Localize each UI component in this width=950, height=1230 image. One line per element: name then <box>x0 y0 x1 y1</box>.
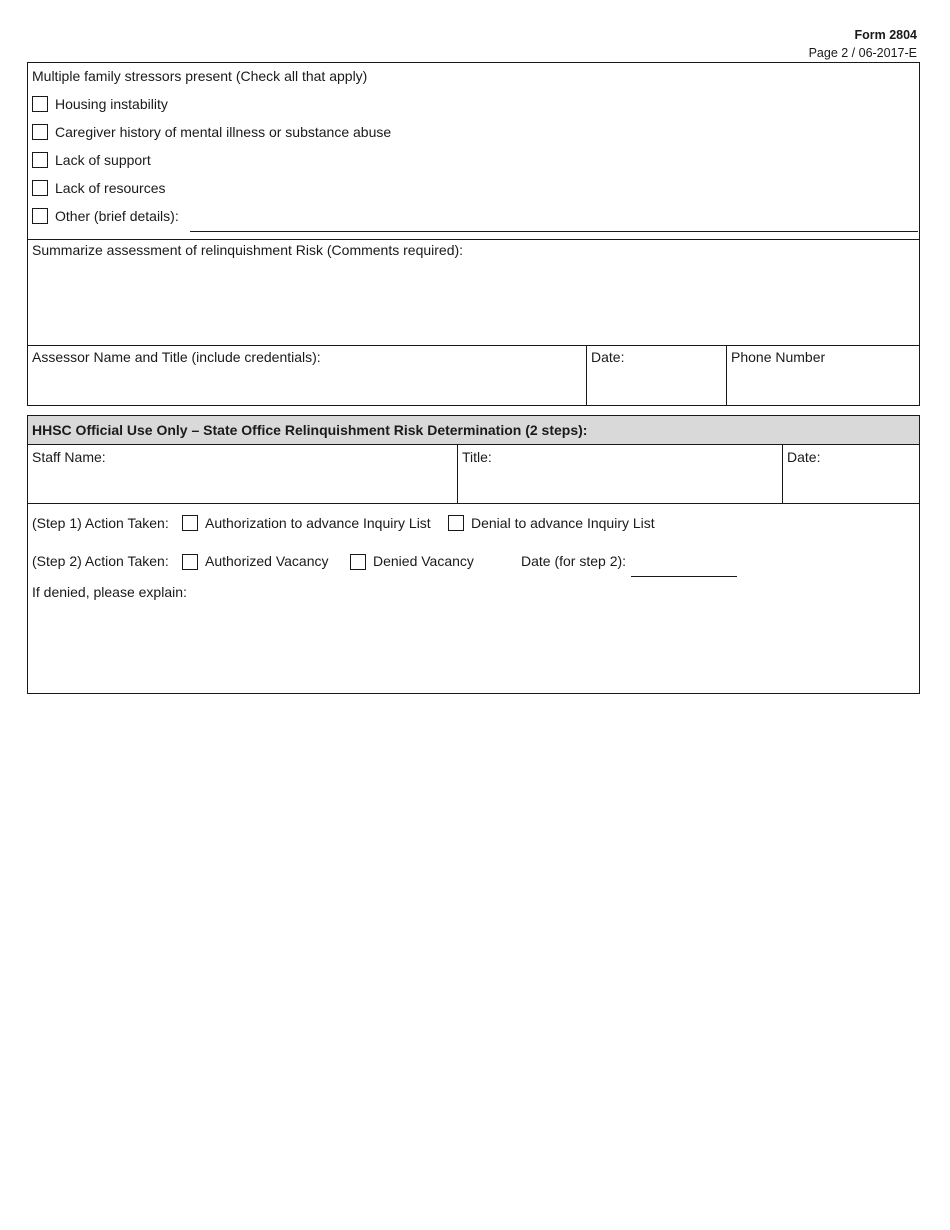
stressors-heading: Multiple family stressors present (Check all that apply) <box>32 68 368 84</box>
housing-instability-label: Housing instability <box>55 96 168 112</box>
divider <box>586 345 587 405</box>
lack-of-support-label: Lack of support <box>55 152 151 168</box>
divider <box>28 345 919 346</box>
lack-of-resources-checkbox[interactable] <box>32 180 48 196</box>
page-info: Page 2 / 06-2017-E <box>808 46 917 60</box>
official-heading: HHSC Official Use Only – State Office Relinquishment Risk Determination (2 steps): <box>32 422 588 438</box>
summary-comments-field[interactable] <box>32 261 915 341</box>
divider <box>782 444 783 503</box>
staff-name-label: Staff Name: <box>32 449 106 465</box>
divider <box>28 239 919 240</box>
authorize-advance-checkbox[interactable] <box>182 515 198 531</box>
assessor-phone-field[interactable] <box>731 367 913 401</box>
staff-title-label: Title: <box>462 449 492 465</box>
deny-advance-checkbox[interactable] <box>448 515 464 531</box>
authorize-advance-label: Authorization to advance Inquiry List <box>205 515 431 531</box>
caregiver-history-checkbox[interactable] <box>32 124 48 140</box>
assessor-date-label: Date: <box>591 349 625 365</box>
step2-label: (Step 2) Action Taken: <box>32 553 169 569</box>
divider <box>28 503 919 504</box>
step2-date-field[interactable] <box>631 576 737 577</box>
divider <box>28 444 919 445</box>
authorized-vacancy-checkbox[interactable] <box>182 554 198 570</box>
staff-title-field[interactable] <box>462 468 777 500</box>
other-stressor-checkbox[interactable] <box>32 208 48 224</box>
denied-explain-label: If denied, please explain: <box>32 584 187 600</box>
denied-vacancy-label: Denied Vacancy <box>373 553 474 569</box>
form-number: Form 2804 <box>854 28 917 42</box>
housing-instability-checkbox[interactable] <box>32 96 48 112</box>
denied-explain-field[interactable] <box>32 604 915 688</box>
official-date-label: Date: <box>787 449 821 465</box>
assessor-name-field[interactable] <box>32 367 580 401</box>
divider <box>457 444 458 503</box>
assessor-name-label: Assessor Name and Title (include credentials): <box>32 349 321 365</box>
summary-label: Summarize assessment of relinquishment Risk (Comments required): <box>32 242 464 258</box>
denied-vacancy-checkbox[interactable] <box>350 554 366 570</box>
official-date-field[interactable] <box>787 468 913 500</box>
step2-date-label: Date (for step 2): <box>521 553 627 569</box>
stressors-assessment-section <box>27 62 920 406</box>
assessor-phone-label: Phone Number <box>731 349 826 365</box>
assessor-date-field[interactable] <box>591 367 721 401</box>
lack-of-support-checkbox[interactable] <box>32 152 48 168</box>
deny-advance-label: Denial to advance Inquiry List <box>471 515 655 531</box>
authorized-vacancy-label: Authorized Vacancy <box>205 553 329 569</box>
staff-name-field[interactable] <box>32 468 452 500</box>
official-use-section <box>27 415 920 694</box>
divider <box>726 345 727 405</box>
lack-of-resources-label: Lack of resources <box>55 180 166 196</box>
step1-label: (Step 1) Action Taken: <box>32 515 169 531</box>
other-stressor-label: Other (brief details): <box>55 208 179 224</box>
caregiver-history-label: Caregiver history of mental illness or substance abuse <box>55 124 392 140</box>
other-details-field[interactable] <box>190 231 918 232</box>
